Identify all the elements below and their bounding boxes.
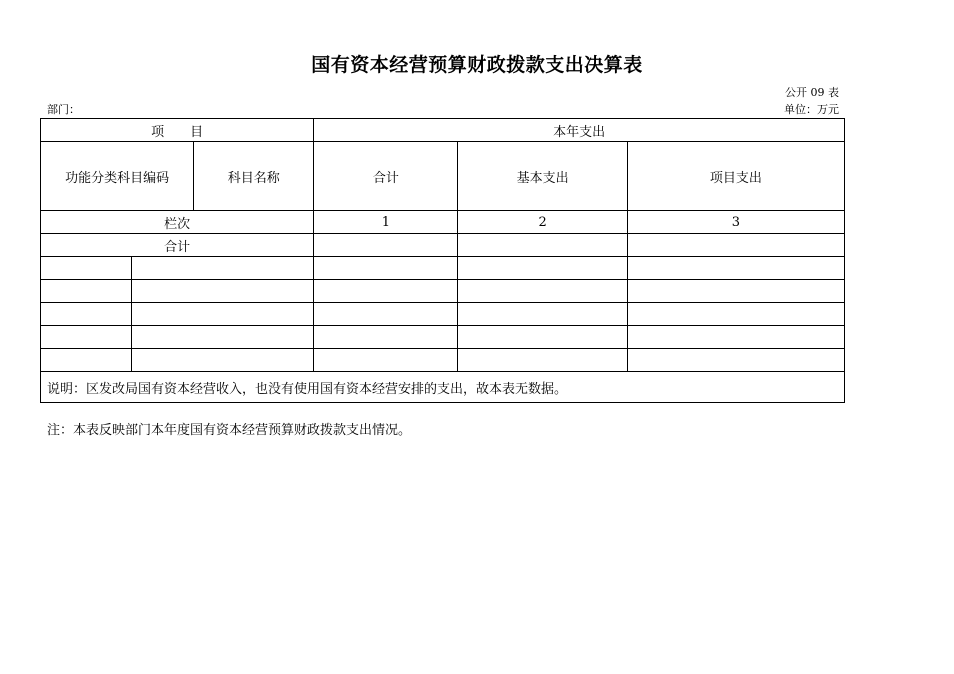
- table-cell: [314, 257, 458, 280]
- page-title: 国有资本经营预算财政拨款支出决算表: [311, 54, 643, 76]
- table-cell: [627, 257, 844, 280]
- table-cell: [314, 326, 458, 349]
- column-number-label: 栏次: [41, 211, 314, 234]
- table-cell: [41, 303, 132, 326]
- header-current-year-expenditure: 本年支出: [314, 119, 845, 142]
- explanation-text: 说明：区发改局国有资本经营收入，也没有使用国有资本经营安排的支出，故本表无数据。: [41, 372, 845, 403]
- total-row: [41, 234, 845, 257]
- table-cell: [41, 349, 132, 372]
- table-cell: [627, 326, 844, 349]
- header-subject-name: 科目名称: [194, 142, 314, 211]
- table-cell: [458, 303, 627, 326]
- column-number-1: 1: [314, 211, 458, 234]
- form-number: 公开 09 表: [785, 86, 839, 99]
- unit-label: 单位：万元: [784, 103, 839, 116]
- table-cell: [627, 303, 844, 326]
- column-number-row: [41, 211, 845, 234]
- table-cell: [41, 280, 132, 303]
- table-cell: [627, 280, 844, 303]
- table-cell: [314, 280, 458, 303]
- table-cell: [41, 326, 132, 349]
- table-cell: [132, 326, 314, 349]
- table-cell: [132, 257, 314, 280]
- table-cell: [132, 303, 314, 326]
- total-cell: [314, 234, 458, 257]
- table-row: [41, 326, 845, 349]
- table-cell: [132, 280, 314, 303]
- header-function-code: 功能分类科目编码: [41, 142, 194, 211]
- table-cell: [627, 349, 844, 372]
- expenditure-table: [40, 118, 845, 403]
- table-header-row-2: [41, 142, 845, 211]
- total-row-label: 合计: [41, 234, 314, 257]
- header-project-expenditure: 项目支出: [627, 142, 844, 211]
- table-row: [41, 303, 845, 326]
- table-cell: [314, 349, 458, 372]
- column-number-2: 2: [458, 211, 627, 234]
- department-label: 部门：: [47, 103, 80, 116]
- table-row: [41, 349, 845, 372]
- table-cell: [41, 257, 132, 280]
- table-cell: [458, 257, 627, 280]
- total-basic-cell: [458, 234, 627, 257]
- table-cell: [458, 326, 627, 349]
- table-cell: [458, 280, 627, 303]
- table-header-row-1: [41, 119, 845, 142]
- header-total: 合计: [314, 142, 458, 211]
- header-item: 项 目: [41, 119, 314, 142]
- footnote: 注：本表反映部门本年度国有资本经营预算财政拨款支出情况。: [47, 423, 412, 438]
- total-project-cell: [627, 234, 844, 257]
- table-cell: [458, 349, 627, 372]
- header-basic-expenditure: 基本支出: [458, 142, 627, 211]
- explanation-row: [41, 372, 845, 403]
- table-row: [41, 280, 845, 303]
- table-cell: [132, 349, 314, 372]
- table-cell: [314, 303, 458, 326]
- table-row: [41, 257, 845, 280]
- column-number-3: 3: [627, 211, 844, 234]
